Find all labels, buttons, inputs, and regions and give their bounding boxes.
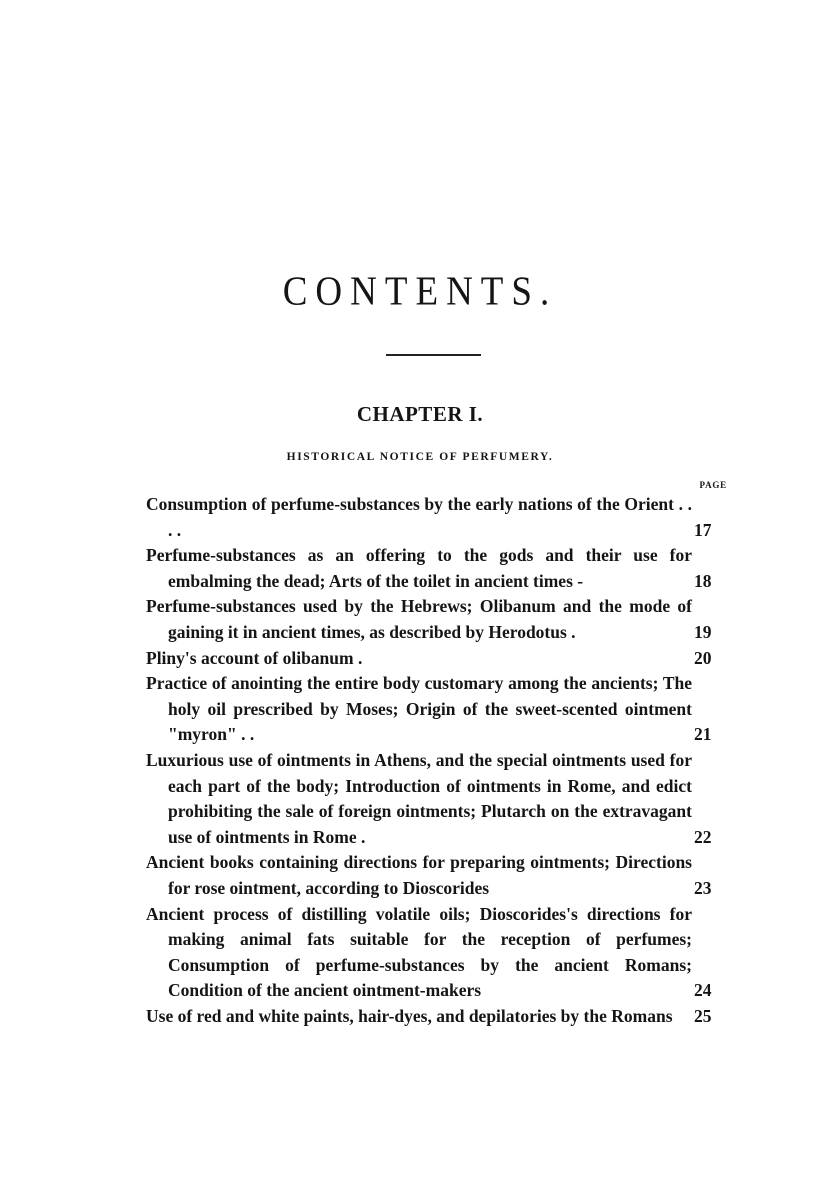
toc-entry-text: Pliny's account of olibanum . bbox=[146, 647, 363, 668]
toc-entry-page: 18 bbox=[694, 570, 712, 591]
toc-entry-text: Perfume-substances used by the Hebrews; Olibanum and the mode of gaining it in ancient times, as described by Herodotus . bbox=[146, 596, 692, 642]
title-rule bbox=[386, 354, 481, 356]
toc-entry-page: 23 bbox=[694, 877, 712, 898]
toc-entry-page: 20 bbox=[694, 647, 712, 668]
toc-entry-text: Practice of anointing the entire body customary among the ancients; The holy oil prescribed by Moses; Origin of the sweet-scented ointment "myron" . . bbox=[146, 673, 692, 745]
toc-entry-page: 17 bbox=[694, 519, 712, 540]
chapter-subtitle: HISTORICAL NOTICE OF PERFUMERY. bbox=[286, 451, 554, 463]
page-title: CONTENTS. bbox=[282, 268, 558, 315]
table-of-contents bbox=[146, 492, 734, 1029]
page-column-label: PAGE bbox=[699, 480, 727, 490]
toc-entry bbox=[146, 748, 734, 850]
toc-entry-text: Perfume-substances as an offering to the gods and their use for embalming the dead; Arts of the toilet in ancient times - bbox=[146, 545, 692, 591]
toc-entry bbox=[146, 492, 734, 543]
chapter-heading: CHAPTER I. bbox=[356, 402, 484, 426]
toc-entry bbox=[146, 850, 734, 901]
toc-entry bbox=[146, 902, 734, 1004]
toc-entry bbox=[146, 646, 734, 672]
toc-entry-text: Use of red and white paints, hair-dyes, and depilatories by the Romans bbox=[146, 1005, 673, 1026]
toc-entry-page: 21 bbox=[694, 724, 712, 745]
toc-entry-page: 19 bbox=[694, 621, 712, 642]
toc-entry-text: Consumption of perfume-substances by the early nations of the Orient . . . . bbox=[146, 494, 692, 540]
toc-entry-page: 25 bbox=[694, 1005, 712, 1026]
toc-entry-text: Ancient books containing directions for preparing ointments; Directions for rose ointment, according to Dioscorides bbox=[146, 852, 692, 898]
toc-entry-page: 22 bbox=[694, 826, 712, 847]
toc-entry bbox=[146, 594, 734, 645]
toc-entry bbox=[146, 671, 734, 748]
toc-entry-page: 24 bbox=[694, 980, 712, 1001]
toc-entry-text: Luxurious use of ointments in Athens, and the special ointments used for each part of the body; Introduction of ointments in Rome, and edict prohibiting the sale of foreign ointments; Plutarch on the extravagant use of ointments in Rome . bbox=[146, 749, 692, 847]
toc-entry bbox=[146, 543, 734, 594]
toc-entry bbox=[146, 1004, 734, 1030]
toc-entry-text: Ancient process of distilling volatile oils; Dioscorides's directions for making animal fats suitable for the reception of perfumes; Consumption of perfume-substances by the ancient Romans; Condition of the ancient ointment-makers bbox=[146, 903, 692, 1001]
